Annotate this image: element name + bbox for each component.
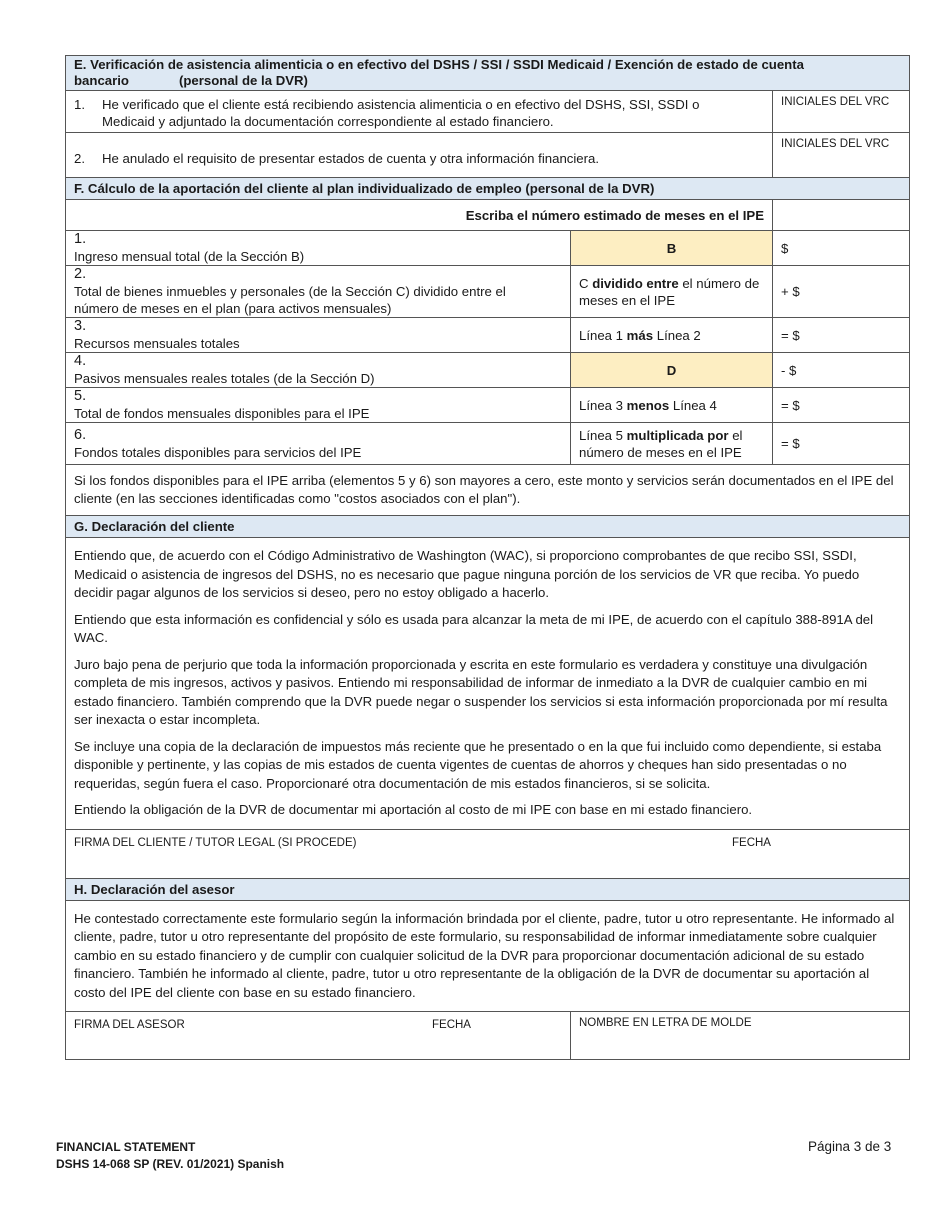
calc-post: el número de meses en el IPE	[579, 427, 743, 460]
financial-statement-form	[65, 55, 910, 1060]
calc-operator: dividido entre	[592, 275, 679, 291]
row-label: Recursos mensuales totales	[74, 336, 240, 351]
row-label: Total de fondos mensuales disponibles para el IPE	[74, 406, 370, 421]
months-prompt: Escriba el número estimado de meses en el IPE	[66, 200, 773, 231]
calc-cell	[571, 388, 773, 423]
section-e-staff: (personal de la DVR)	[178, 73, 308, 88]
item-number: 1.	[74, 97, 85, 112]
amount-field[interactable]: + $	[773, 266, 910, 318]
row-number: 2.	[74, 266, 87, 282]
calc-post: el número de meses en el IPE	[579, 275, 760, 308]
row-label: Total de bienes inmuebles y personales (de la Sección C) dividido entre el número de meses en el plan (para activos mensuales)	[74, 284, 506, 316]
declaration-paragraph: Se incluye una copia de la declaración de impuestos más reciente que he presentado o en la que fui incluido como dependiente, si estaba disponible y pertinente, y las copias de mis estados de cuenta vigentes de cuentas de ahorros y cheques han sido presentadas o no requeridas, según fuera el caso. Proporcionaré otra documentación de mis estados financieros, si se solicita.	[74, 738, 882, 791]
calc-post: Línea 4	[672, 397, 717, 413]
section-e-title: E. Verificación de asistencia alimenticia o en efectivo del DSHS / SSI / SSDI Medicaid / Exención de estado de cuenta	[74, 57, 804, 72]
calc-pre: Línea 5	[579, 427, 623, 443]
calc-row	[66, 318, 910, 353]
calc-cell	[571, 318, 773, 353]
client-signature-field[interactable]	[66, 833, 724, 878]
declaration-paragraph: Juro bajo pena de perjurio que toda la información proporcionada y escrita en este formulario es verdadera y constituye una divulgación completa de mis ingresos, activos y pasivos. Entiendo mi responsabilidad de informar de inmediato a la DVR de cualquier cambio en mi estado financiero. También comprendo que la DVR puede negar o suspender los servicios si esta información proporcionada por mí resulta ser inexacta o estar incompleta.	[74, 656, 888, 727]
amount-field[interactable]: = $	[773, 318, 910, 353]
calc-row	[66, 231, 910, 266]
client-signature-label: FIRMA DEL CLIENTE / TUTOR LEGAL (SI PROCEDE)	[74, 836, 357, 849]
section-f-note: Si los fondos disponibles para el IPE arriba (elementos 5 y 6) son mayores a cero, este monto y servicios serán documentados en el IPE del cliente (en las secciones identificadas como "costos asociados con el plan").	[66, 465, 910, 516]
counselor-signature-label: FIRMA DEL ASESOR	[74, 1019, 185, 1031]
section-f-title: F. Cálculo de la aportación del cliente al plan individualizado de empleo (personal de la DVR)	[66, 178, 910, 200]
amount-field[interactable]: $	[773, 231, 910, 266]
item-text: He verificado que el cliente está recibiendo asistencia alimenticia o en efectivo del DSHS, SSI, SSDI o Medicaid y adjuntado la documentación correspondiente al estado financiero.	[102, 97, 700, 129]
form-title: FINANCIAL STATEMENT	[56, 1140, 196, 1154]
counselor-signature-row	[66, 1012, 571, 1060]
form-footer	[56, 1139, 284, 1173]
calc-operator: multiplicada por	[626, 427, 729, 443]
section-e-item	[66, 91, 910, 133]
section-e-item	[66, 133, 910, 178]
form-number: DSHS 14-068 SP (REV. 01/2021) Spanish	[56, 1157, 285, 1171]
client-date-field[interactable]	[724, 833, 909, 878]
counselor-paragraph: He contestado correctamente este formulario según la información brindada por el cliente, padre, tutor u otro representante. He informado al cliente, padre, tutor u otro representante del propósito de este formulario, su responsabilidad de informar inmediatamente sobre cualquier cambio en su estado financiero y de cumplir con cualquier solicitud de la DVR para proporcionar documentación adicional de su estado financiero. También he informado al cliente, padre, tutor u otro representante de la obligación de la DVR de documentar su aportación al costo del IPE del cliente con base en su estado financiero.	[74, 910, 895, 1000]
calc-operator: menos	[626, 397, 670, 413]
row-label: Ingreso mensual total (de la Sección B)	[74, 249, 305, 264]
calc-pre: Línea 1	[579, 327, 623, 343]
row-number: 6.	[74, 426, 87, 443]
row-number: 1.	[74, 231, 87, 247]
calc-operator: más	[626, 327, 654, 343]
calc-row	[66, 423, 910, 465]
client-declaration-body	[66, 538, 910, 830]
row-number: 5.	[74, 388, 87, 404]
client-signature-row	[66, 829, 910, 878]
print-name-label: NOMBRE EN LETRA DE MOLDE	[579, 1017, 752, 1029]
client-date-label: FECHA	[732, 836, 771, 849]
calc-post: Línea 2	[656, 327, 701, 343]
item-text: He anulado el requisito de presentar estados de cuenta y otra información financiera.	[102, 151, 600, 166]
calc-pre: Línea 3	[579, 397, 623, 413]
calc-row	[66, 388, 910, 423]
amount-field[interactable]: = $	[773, 388, 910, 423]
section-g-title: G. Declaración del cliente	[66, 516, 910, 538]
calc-cell	[571, 423, 773, 465]
calc-row	[66, 266, 910, 318]
counselor-date-field[interactable]	[424, 1015, 570, 1059]
declaration-paragraph: Entiendo la obligación de la DVR de documentar mi aportación al costo de mi IPE con base en mi estado financiero.	[74, 802, 753, 817]
section-e-header	[66, 56, 910, 91]
calc-cell: B	[571, 231, 773, 266]
calc-cell: D	[571, 353, 773, 388]
counselor-signature-field[interactable]	[66, 1015, 424, 1059]
row-label: Fondos totales disponibles para servicios del IPE	[74, 444, 362, 460]
item-number: 2.	[74, 151, 85, 166]
calc-row	[66, 353, 910, 388]
declaration-paragraph: Entiendo que, de acuerdo con el Código Administrativo de Washington (WAC), si proporciono comprobantes de que recibo SSI, SSDI, Medicaid o asistencia de ingresos del DSHS, no es necesario que pague ninguna porción de los servicios de VR que reciba. Yo puedo decidir pagar algunos de los servicios si deseo, pero no estoy obligado a hacerlo.	[74, 548, 860, 600]
months-input[interactable]	[773, 200, 910, 231]
counselor-declaration-body	[66, 900, 910, 1012]
vrc-initials-field[interactable]	[773, 133, 910, 178]
initials-label: INICIALES DEL VRC	[781, 138, 890, 150]
row-number: 3.	[74, 318, 87, 334]
amount-field[interactable]: = $	[773, 423, 910, 465]
section-e-title-cont: bancario	[74, 73, 129, 88]
vrc-initials-field[interactable]	[773, 91, 910, 133]
row-number: 4.	[74, 353, 87, 369]
calc-cell	[571, 266, 773, 318]
row-label: Pasivos mensuales reales totales (de la Sección D)	[74, 371, 375, 386]
print-name-field[interactable]	[571, 1012, 910, 1060]
initials-label: INICIALES DEL VRC	[781, 96, 890, 108]
calc-pre: C	[579, 275, 589, 291]
amount-field[interactable]: - $	[773, 353, 910, 388]
page-number: Página 3 de 3	[808, 1139, 892, 1154]
section-h-title: H. Declaración del asesor	[66, 878, 910, 900]
declaration-paragraph: Entiendo que esta información es confidencial y sólo es usada para alcanzar la meta de mi IPE, de acuerdo con el capítulo 388-891A del WAC.	[74, 611, 874, 645]
counselor-date-label: FECHA	[432, 1019, 471, 1031]
